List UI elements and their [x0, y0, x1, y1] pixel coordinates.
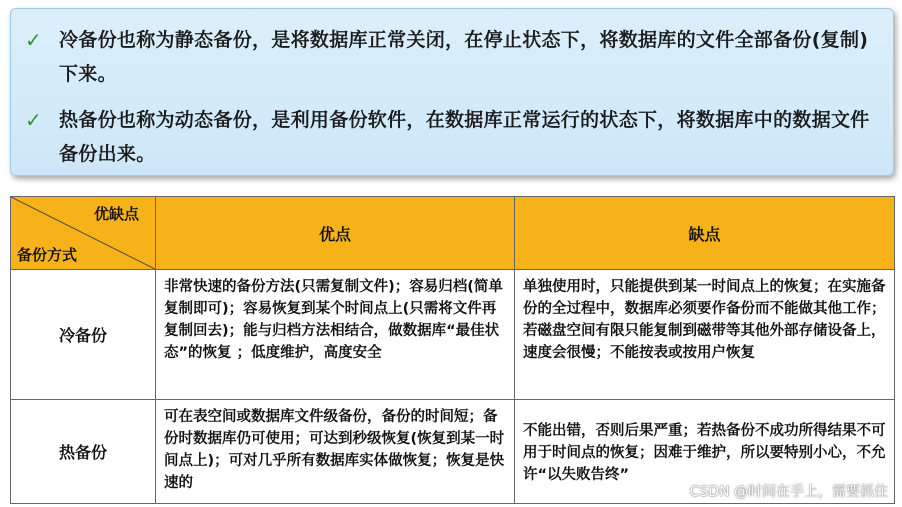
table-row — [11, 270, 895, 400]
header-pros: 优点 — [156, 197, 515, 270]
table-header-row — [11, 197, 895, 270]
check-icon: ✓ — [25, 28, 42, 52]
note-item — [25, 103, 873, 171]
corner-top-label: 优缺点 — [93, 205, 139, 223]
note-text: 热备份也称为动态备份，是利用备份软件，在数据库正常运行的状态下，将数据库中的数据文件备份出来。 — [59, 109, 870, 165]
corner-header-cell — [11, 197, 156, 270]
note-text: 冷备份也称为静态备份，是将数据库正常关闭，在停止状态下，将数据库的文件全部备份(复制)下来。 — [59, 29, 869, 85]
row-label-cold: 冷备份 — [11, 270, 156, 400]
backup-comparison-table — [10, 196, 895, 504]
cold-cons-cell: 单独使用时，只能提供到某一时间点上的恢复；在实施备份的全过程中，数据库必须要作备份而不能做其他工作；若磁盘空间有限只能复制到磁带等其他外部存储设备上，速度会很慢；不能按表或按用户恢复 — [515, 270, 895, 400]
cold-pros-cell: 非常快速的备份方法(只需复制文件)；容易归档(简单复制即可)；容易恢复到某个时间点上(只需将文件再复制回去)；能与归档方法相结合，做数据库“最佳状态”的恢复 ；低度维护，高度安全 — [156, 270, 515, 400]
hot-pros-cell: 可在表空间或数据库文件级备份，备份的时间短；备份时数据库仍可使用；可达到秒级恢复(恢复到某一时间点上)；可对几乎所有数据库实体做恢复；恢复是快速的 — [156, 400, 515, 504]
note-item — [25, 23, 873, 91]
hot-cons-cell: 不能出错，否则后果严重；若热备份不成功所得结果不可用于时间点的恢复；因难于维护，所以要特别小心，不允许“以失败告终” — [515, 400, 895, 504]
corner-bottom-label: 备份方式 — [17, 246, 78, 264]
definition-note-box — [10, 8, 894, 176]
watermark: CSDN @时间在手上，需要抓住 — [689, 484, 888, 500]
row-label-hot: 热备份 — [11, 400, 156, 504]
check-icon: ✓ — [25, 108, 42, 132]
header-cons: 缺点 — [515, 197, 895, 270]
